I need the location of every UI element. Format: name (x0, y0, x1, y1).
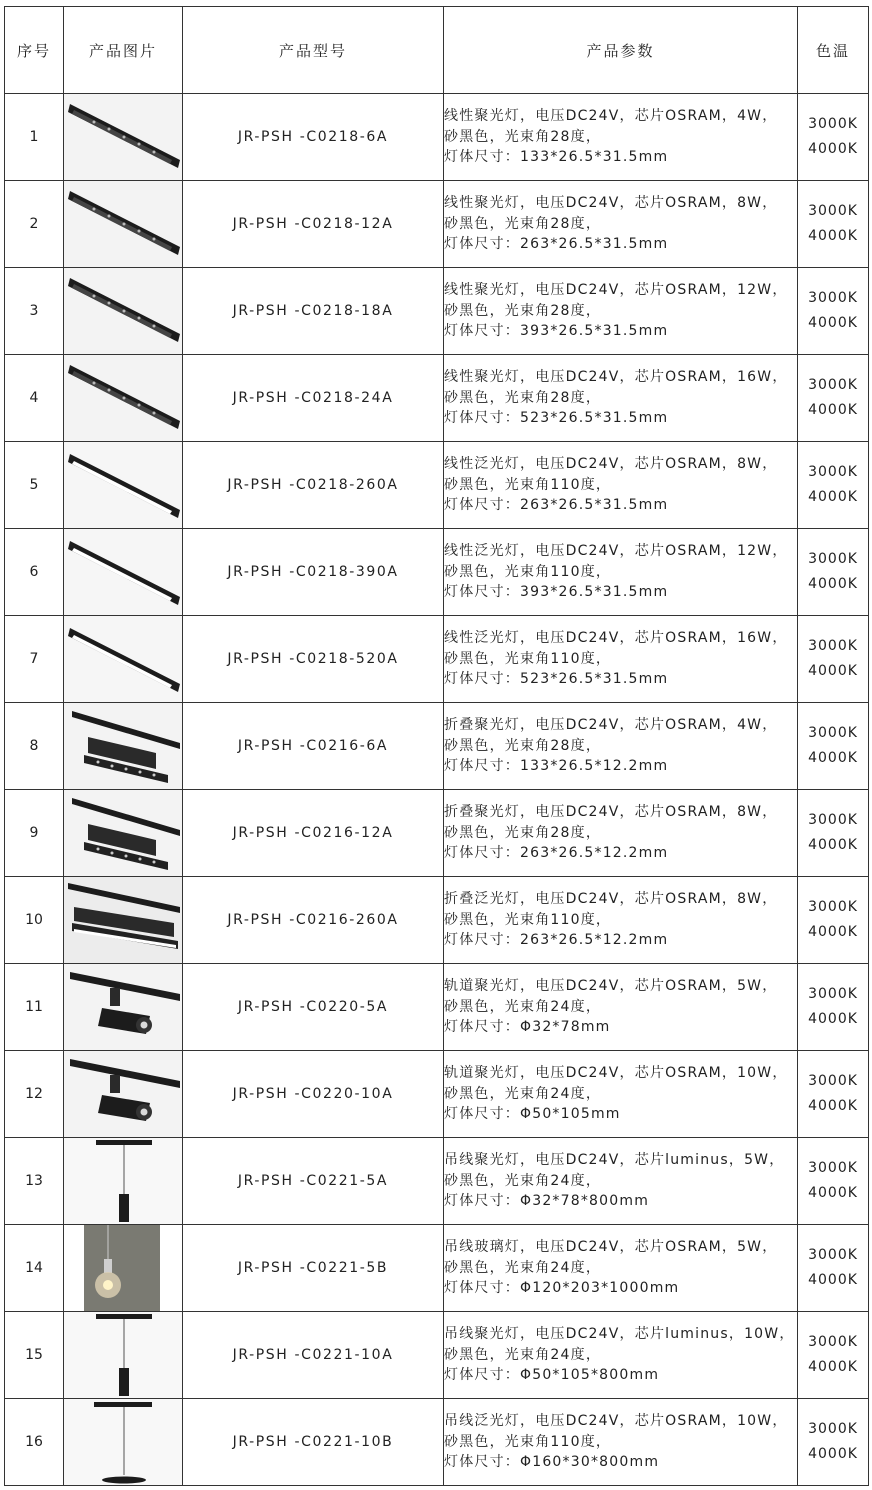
row-index: 5 (5, 442, 64, 529)
temp-value-1: 3000K (808, 812, 858, 828)
pendant-floodlight-icon (64, 1399, 182, 1485)
params-line-2: 砂黑色，光束角110度， (444, 911, 612, 928)
params-line-2: 砂黑色，光束角110度， (444, 563, 612, 580)
temp-value-2: 4000K (808, 663, 858, 679)
params-line-3: 灯体尺寸：Φ50*105*800mm (444, 1367, 660, 1384)
color-temperature (798, 442, 869, 529)
row-index: 4 (5, 355, 64, 442)
product-image-cell (64, 964, 183, 1051)
product-params (444, 1225, 798, 1312)
color-temperature (798, 703, 869, 790)
table-row (5, 1138, 869, 1225)
params-line-2: 砂黑色，光束角110度， (444, 476, 612, 493)
product-model: JR-PSH -C0220-10A (183, 1051, 444, 1138)
table-row (5, 1312, 869, 1399)
product-model: JR-PSH -C0218-6A (183, 94, 444, 181)
product-model: JR-PSH -C0218-18A (183, 268, 444, 355)
params-line-2: 砂黑色，光束角28度， (444, 128, 602, 145)
params-line-1: 线性泛光灯，电压DC24V，芯片OSRAM，12W， (444, 543, 788, 560)
product-params (444, 703, 798, 790)
row-index: 6 (5, 529, 64, 616)
product-params (444, 529, 798, 616)
product-params (444, 442, 798, 529)
temp-value-2: 4000K (808, 315, 858, 331)
row-index: 8 (5, 703, 64, 790)
table-row (5, 268, 869, 355)
color-temperature (798, 94, 869, 181)
product-image-cell (64, 268, 183, 355)
temp-value-1: 3000K (808, 551, 858, 567)
product-model: JR-PSH -C0218-520A (183, 616, 444, 703)
row-index: 16 (5, 1399, 64, 1486)
product-spec-table (4, 6, 869, 1486)
params-line-2: 砂黑色，光束角28度， (444, 824, 602, 841)
folding-spotlight-icon (64, 790, 182, 876)
product-params (444, 181, 798, 268)
params-line-2: 砂黑色，光束角28度， (444, 302, 602, 319)
product-params (444, 268, 798, 355)
temp-value-1: 3000K (808, 1073, 858, 1089)
product-image-cell (64, 1138, 183, 1225)
table-row (5, 442, 869, 529)
temp-value-2: 4000K (808, 924, 858, 940)
params-line-2: 砂黑色，光束角24度， (444, 1346, 602, 1363)
temp-value-2: 4000K (808, 141, 858, 157)
temp-value-1: 3000K (808, 899, 858, 915)
linear-spotlight-icon (64, 181, 182, 267)
linear-floodlight-icon (64, 529, 182, 615)
row-index: 10 (5, 877, 64, 964)
table-row (5, 1225, 869, 1312)
color-temperature (798, 877, 869, 964)
product-params (444, 1399, 798, 1486)
product-model: JR-PSH -C0221-10B (183, 1399, 444, 1486)
product-model: JR-PSH -C0221-5B (183, 1225, 444, 1312)
row-index: 2 (5, 181, 64, 268)
product-image-cell (64, 703, 183, 790)
temp-value-1: 3000K (808, 986, 858, 1002)
params-line-2: 砂黑色，光束角28度， (444, 215, 602, 232)
params-line-3: 灯体尺寸：133*26.5*12.2mm (444, 758, 669, 775)
header-params: 产品参数 (444, 7, 798, 94)
temp-value-1: 3000K (808, 377, 858, 393)
color-temperature (798, 1138, 869, 1225)
row-index: 1 (5, 94, 64, 181)
table-row (5, 529, 869, 616)
track-spotlight-icon (64, 964, 182, 1050)
product-params (444, 790, 798, 877)
params-line-3: 灯体尺寸：Φ32*78*800mm (444, 1193, 650, 1210)
params-line-3: 灯体尺寸：Φ120*203*1000mm (444, 1280, 680, 1297)
temp-value-2: 4000K (808, 1359, 858, 1375)
temp-value-1: 3000K (808, 290, 858, 306)
params-line-3: 灯体尺寸：263*26.5*31.5mm (444, 236, 669, 253)
product-model: JR-PSH -C0220-5A (183, 964, 444, 1051)
product-params (444, 964, 798, 1051)
params-line-1: 线性聚光灯，电压DC24V，芯片OSRAM，12W， (444, 282, 788, 299)
params-line-1: 折叠聚光灯，电压DC24V，芯片OSRAM，4W， (444, 717, 778, 734)
temp-value-2: 4000K (808, 402, 858, 418)
params-line-1: 吊线聚光灯，电压DC24V，芯片luminus，10W， (444, 1326, 795, 1343)
temp-value-2: 4000K (808, 489, 858, 505)
temp-value-2: 4000K (808, 1446, 858, 1462)
product-image-cell (64, 790, 183, 877)
row-index: 13 (5, 1138, 64, 1225)
temp-value-1: 3000K (808, 1334, 858, 1350)
params-line-2: 砂黑色，光束角24度， (444, 1085, 602, 1102)
pendant-spotlight-icon (64, 1312, 182, 1398)
product-image-cell (64, 442, 183, 529)
row-index: 14 (5, 1225, 64, 1312)
product-image-cell (64, 94, 183, 181)
product-image-cell (64, 1225, 183, 1312)
product-model: JR-PSH -C0221-5A (183, 1138, 444, 1225)
temp-value-1: 3000K (808, 464, 858, 480)
table-row (5, 181, 869, 268)
product-model: JR-PSH -C0216-6A (183, 703, 444, 790)
temp-value-1: 3000K (808, 116, 858, 132)
pendant-spotlight-icon (64, 1138, 182, 1224)
params-line-2: 砂黑色，光束角28度， (444, 737, 602, 754)
table-row (5, 964, 869, 1051)
product-model: JR-PSH -C0218-12A (183, 181, 444, 268)
params-line-1: 线性聚光灯，电压DC24V，芯片OSRAM，16W， (444, 369, 788, 386)
row-index: 9 (5, 790, 64, 877)
linear-spotlight-icon (64, 94, 182, 180)
glass-pendant-icon (64, 1225, 182, 1311)
product-params (444, 616, 798, 703)
row-index: 3 (5, 268, 64, 355)
params-line-3: 灯体尺寸：263*26.5*31.5mm (444, 497, 669, 514)
params-line-1: 吊线泛光灯，电压DC24V，芯片OSRAM，10W， (444, 1413, 788, 1430)
params-line-2: 砂黑色，光束角110度， (444, 650, 612, 667)
params-line-3: 灯体尺寸：Φ160*30*800mm (444, 1454, 660, 1471)
color-temperature (798, 616, 869, 703)
params-line-3: 灯体尺寸：523*26.5*31.5mm (444, 671, 669, 688)
temp-value-2: 4000K (808, 837, 858, 853)
temp-value-2: 4000K (808, 1011, 858, 1027)
linear-floodlight-icon (64, 442, 182, 528)
params-line-1: 轨道聚光灯，电压DC24V，芯片OSRAM，5W， (444, 978, 778, 995)
params-line-2: 砂黑色，光束角24度， (444, 1172, 602, 1189)
product-model: JR-PSH -C0216-260A (183, 877, 444, 964)
linear-spotlight-icon (64, 355, 182, 441)
color-temperature (798, 268, 869, 355)
temp-value-2: 4000K (808, 1185, 858, 1201)
temp-value-1: 3000K (808, 1160, 858, 1176)
params-line-1: 线性聚光灯，电压DC24V，芯片OSRAM，4W， (444, 108, 778, 125)
color-temperature (798, 529, 869, 616)
color-temperature (798, 355, 869, 442)
table-row (5, 1051, 869, 1138)
params-line-1: 折叠聚光灯，电压DC24V，芯片OSRAM，8W， (444, 804, 778, 821)
color-temperature (798, 1399, 869, 1486)
product-model: JR-PSH -C0216-12A (183, 790, 444, 877)
row-index: 15 (5, 1312, 64, 1399)
folding-floodlight-icon (64, 877, 182, 963)
params-line-3: 灯体尺寸：523*26.5*31.5mm (444, 410, 669, 427)
product-model: JR-PSH -C0218-24A (183, 355, 444, 442)
header-model: 产品型号 (183, 7, 444, 94)
table-row (5, 703, 869, 790)
linear-floodlight-icon (64, 616, 182, 702)
table-row (5, 1399, 869, 1486)
temp-value-2: 4000K (808, 576, 858, 592)
params-line-3: 灯体尺寸：393*26.5*31.5mm (444, 323, 669, 340)
row-index: 12 (5, 1051, 64, 1138)
params-line-3: 灯体尺寸：393*26.5*31.5mm (444, 584, 669, 601)
linear-spotlight-icon (64, 268, 182, 354)
folding-spotlight-icon (64, 703, 182, 789)
params-line-1: 折叠泛光灯，电压DC24V，芯片OSRAM，8W， (444, 891, 778, 908)
header-image: 产品图片 (64, 7, 183, 94)
params-line-1: 轨道聚光灯，电压DC24V，芯片OSRAM，10W， (444, 1065, 788, 1082)
product-image-cell (64, 616, 183, 703)
params-line-3: 灯体尺寸：Φ50*105mm (444, 1106, 621, 1123)
params-line-3: 灯体尺寸：263*26.5*12.2mm (444, 932, 669, 949)
product-image-cell (64, 1051, 183, 1138)
temp-value-1: 3000K (808, 638, 858, 654)
params-line-3: 灯体尺寸：Φ32*78mm (444, 1019, 611, 1036)
product-params (444, 355, 798, 442)
params-line-2: 砂黑色，光束角24度， (444, 1259, 602, 1276)
params-line-2: 砂黑色，光束角110度， (444, 1433, 612, 1450)
product-params (444, 1051, 798, 1138)
params-line-2: 砂黑色，光束角28度， (444, 389, 602, 406)
color-temperature (798, 964, 869, 1051)
temp-value-1: 3000K (808, 1247, 858, 1263)
color-temperature (798, 1225, 869, 1312)
params-line-1: 线性泛光灯，电压DC24V，芯片OSRAM，8W， (444, 456, 778, 473)
color-temperature (798, 1051, 869, 1138)
table-row (5, 355, 869, 442)
params-line-1: 吊线聚光灯，电压DC24V，芯片luminus，5W， (444, 1152, 785, 1169)
product-image-cell (64, 529, 183, 616)
temp-value-1: 3000K (808, 1421, 858, 1437)
product-model: JR-PSH -C0218-390A (183, 529, 444, 616)
params-line-3: 灯体尺寸：133*26.5*31.5mm (444, 149, 669, 166)
temp-value-1: 3000K (808, 725, 858, 741)
product-params (444, 94, 798, 181)
params-line-1: 线性聚光灯，电压DC24V，芯片OSRAM，8W， (444, 195, 778, 212)
product-params (444, 1312, 798, 1399)
params-line-2: 砂黑色，光束角24度， (444, 998, 602, 1015)
temp-value-2: 4000K (808, 1098, 858, 1114)
table-row (5, 94, 869, 181)
product-model: JR-PSH -C0218-260A (183, 442, 444, 529)
product-image-cell (64, 1312, 183, 1399)
product-params (444, 1138, 798, 1225)
product-image-cell (64, 1399, 183, 1486)
temp-value-1: 3000K (808, 203, 858, 219)
table-row (5, 877, 869, 964)
table-header-row (5, 7, 869, 94)
row-index: 7 (5, 616, 64, 703)
table-row (5, 790, 869, 877)
track-spotlight-icon (64, 1051, 182, 1137)
table-row (5, 616, 869, 703)
params-line-1: 吊线玻璃灯，电压DC24V，芯片OSRAM，5W， (444, 1239, 778, 1256)
product-model: JR-PSH -C0221-10A (183, 1312, 444, 1399)
temp-value-2: 4000K (808, 750, 858, 766)
temp-value-2: 4000K (808, 228, 858, 244)
params-line-3: 灯体尺寸：263*26.5*12.2mm (444, 845, 669, 862)
color-temperature (798, 181, 869, 268)
product-image-cell (64, 181, 183, 268)
header-index: 序号 (5, 7, 64, 94)
product-image-cell (64, 877, 183, 964)
header-temp: 色温 (798, 7, 869, 94)
product-image-cell (64, 355, 183, 442)
row-index: 11 (5, 964, 64, 1051)
temp-value-2: 4000K (808, 1272, 858, 1288)
color-temperature (798, 1312, 869, 1399)
params-line-1: 线性泛光灯，电压DC24V，芯片OSRAM，16W， (444, 630, 788, 647)
product-params (444, 877, 798, 964)
color-temperature (798, 790, 869, 877)
